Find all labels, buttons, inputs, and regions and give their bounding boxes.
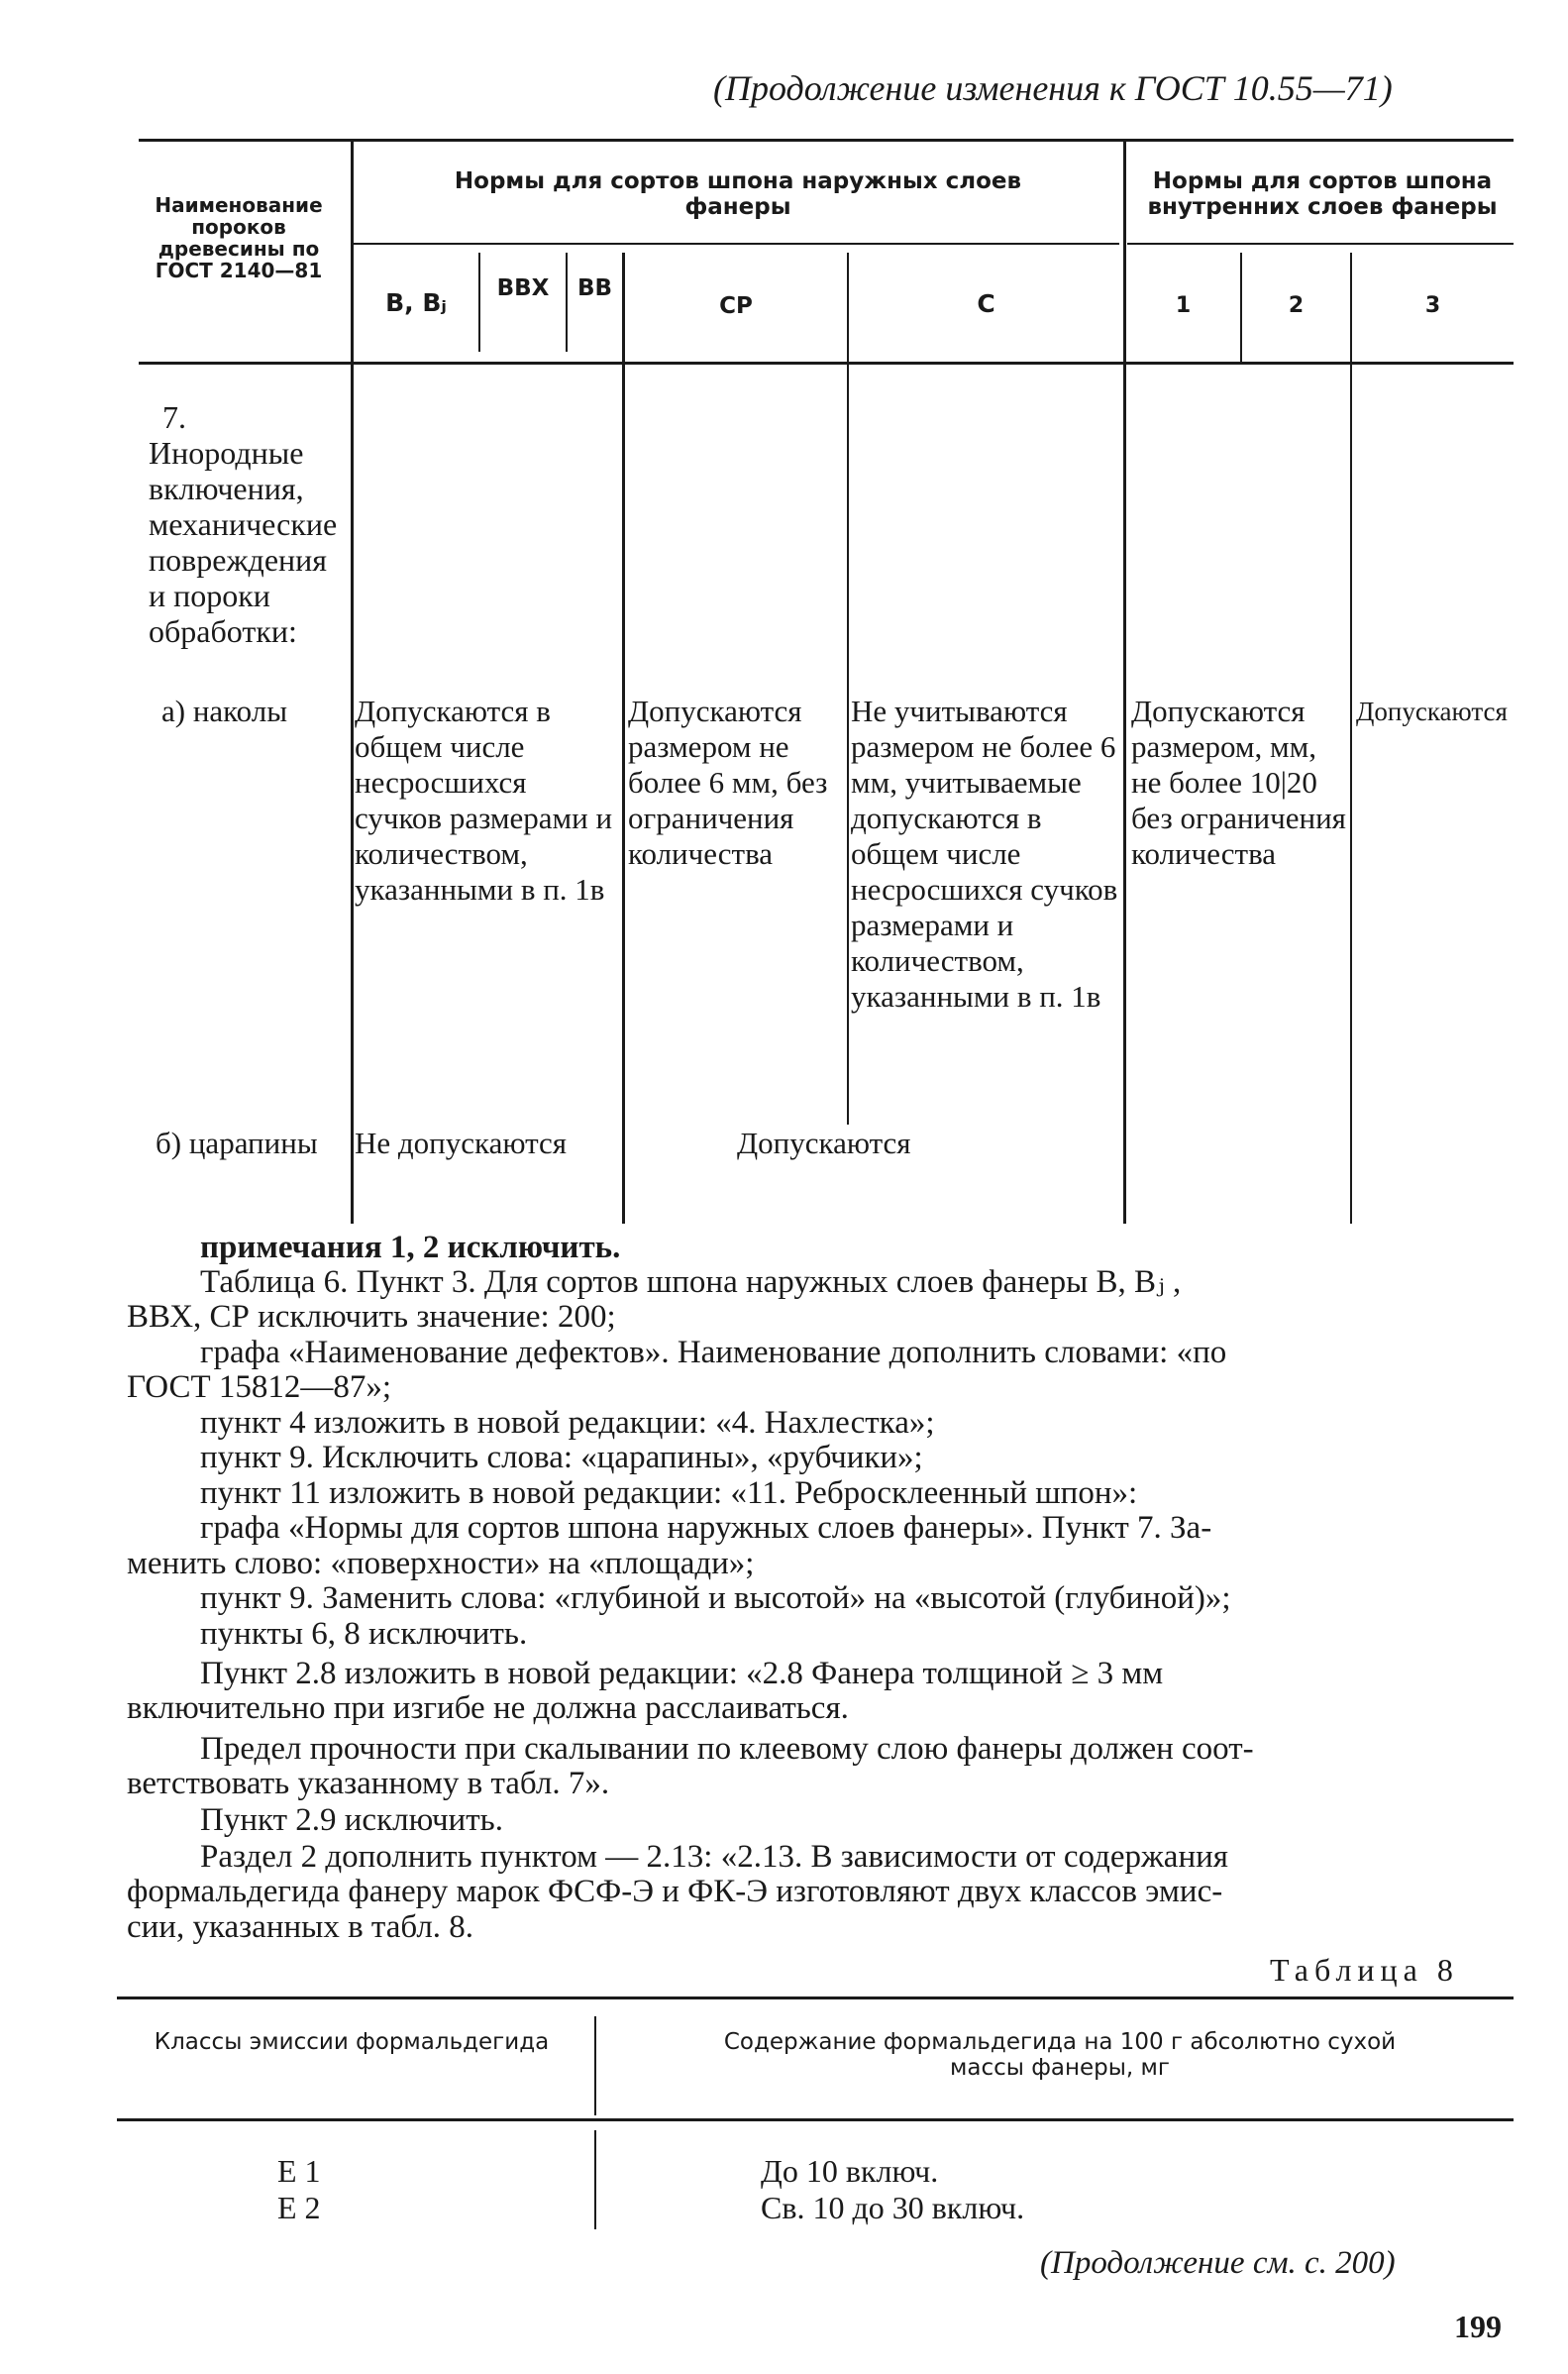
table-8-col-rule <box>594 2016 596 2115</box>
table-8-col2-header: Содержание формальдегида на 100 г абсолютно сухой массы фанеры, мг <box>723 2029 1397 2081</box>
row-b-rest: Допускаются <box>737 1126 911 1160</box>
text-line: Пункт 2.9 исключить. <box>200 1802 503 1838</box>
col-rule <box>1350 253 1352 1224</box>
text-line: Предел прочности при скалывании по клеевому слою фанеры должен соот- <box>200 1731 1254 1767</box>
header-grade-c: С <box>977 289 995 318</box>
table-8-col1-header: Классы эмиссии формальдегида <box>154 2029 550 2055</box>
text-line: графа «Наименование дефектов». Наименование дополнить словами: «по <box>200 1335 1227 1370</box>
table-8-row-value: Св. 10 до 30 включ. <box>761 2190 1025 2225</box>
row-title-foreign-inclusions: 7. Инородные включения, механические повреждения и пороки обработки: <box>149 399 338 649</box>
group-header-rule-inner <box>1127 243 1514 245</box>
text-line: ВВХ, СР исключить значение: 200; <box>127 1299 616 1335</box>
col-rule <box>351 142 354 1224</box>
header-inner-norms: Нормы для сортов шпона внутренних слоев фанеры <box>1147 168 1498 220</box>
table-8-header-rule <box>117 2118 1514 2121</box>
header-outer-norms: Нормы для сортов шпона наружных слоев фанеры <box>454 168 1022 220</box>
table-8-top-rule <box>117 1996 1514 1999</box>
col-rule <box>478 253 480 352</box>
header-grade-3: 3 <box>1424 293 1441 318</box>
header-defect-name: Наименование пороков древесины по ГОСТ 2140—81 <box>155 193 323 282</box>
text-line: графа «Нормы для сортов шпона наружных слоев фанеры». Пункт 7. За- <box>200 1510 1212 1546</box>
text-line: пункт 9. Заменить слова: «глубиной и высотой» на «высотой (глубиной)»; <box>200 1580 1231 1616</box>
header-grade-2: 2 <box>1288 293 1305 318</box>
page-number: 199 <box>1454 2309 1502 2344</box>
text-line: включительно при изгибе не должна расслаиваться. <box>127 1690 849 1726</box>
row-a-label: а) наколы <box>161 694 288 728</box>
col-rule <box>622 253 625 1224</box>
group-header-rule <box>352 243 1119 245</box>
col-rule <box>847 253 849 1125</box>
table-top-rule <box>139 139 1514 142</box>
text-line: пункт 9. Исключить слова: «царапины», «рубчики»; <box>200 1440 923 1475</box>
text-line: пункт 4 изложить в новой редакции: «4. Нахлестка»; <box>200 1405 935 1441</box>
table-8-row-class: Е 2 <box>277 2190 321 2225</box>
row-a-grade-12: Допускаются размером, мм, не более 10|20 без ограничения количества <box>1131 694 1346 871</box>
text-line: ГОСТ 15812—87»; <box>127 1369 392 1405</box>
header-grade-bb: ВВ <box>576 275 613 301</box>
text-line: ветствовать указанному в табл. 7». <box>127 1766 610 1801</box>
row-a-grade-c: Не учитываются размером не более 6 мм, учитываемые допускаются в общем числе несросшихся сучков размерами и количеством, указанными в п. 1в <box>851 694 1118 1014</box>
text-line: Таблица 6. Пункт 3. Для сортов шпона наружных слоев фанеры В, Вⱼ , <box>200 1264 1182 1300</box>
continuation-note: (Продолжение см. с. 200) <box>1040 2245 1396 2281</box>
col-rule <box>566 253 568 352</box>
row-a-grade-b: Допускаются в общем числе несросшихся сучков размерами и количеством, указанными в п. 1в <box>355 694 613 907</box>
text-line: менить слово: «поверхности» на «площади»; <box>127 1546 755 1581</box>
table-8-caption: Таблица 8 <box>1270 1952 1459 1988</box>
row-b-label: б) царапины <box>156 1126 318 1160</box>
header-grade-1: 1 <box>1175 293 1192 318</box>
text-line: Пункт 2.8 изложить в новой редакции: «2.8 Фанера толщиной ≥ 3 мм <box>200 1656 1164 1691</box>
table-8-row-class: Е 1 <box>277 2153 321 2189</box>
row-b-grade-b: Не допускаются <box>355 1126 568 1160</box>
table-8-row-value: До 10 включ. <box>761 2153 939 2189</box>
running-header: (Продолжение изменения к ГОСТ 10.55—71) <box>713 68 1393 108</box>
header-grade-bbx: ВВХ <box>496 275 550 301</box>
header-bottom-rule <box>139 362 1514 365</box>
text-line: формальдегида фанеру марок ФСФ-Э и ФК-Э изготовляют двух классов эмис- <box>127 1874 1223 1909</box>
text-line: сии, указанных в табл. 8. <box>127 1909 474 1945</box>
text-line: примечания 1, 2 исключить. <box>200 1230 621 1265</box>
table-8-col-rule <box>594 2130 596 2229</box>
header-grade-b: В, Вⱼ <box>385 288 447 317</box>
row-a-grade-3: Допускаются <box>1356 697 1508 726</box>
row-a-grade-cp: Допускаются размером не более 6 мм, без ограничения количества <box>628 694 828 871</box>
header-grade-cp: СР <box>719 293 753 319</box>
text-line: пункт 11 изложить в новой редакции: «11. Ребросклеенный шпон»: <box>200 1475 1138 1511</box>
text-line: Раздел 2 дополнить пунктом — 2.13: «2.13. В зависимости от содержания <box>200 1839 1228 1875</box>
text-line: пункты 6, 8 исключить. <box>200 1616 528 1652</box>
